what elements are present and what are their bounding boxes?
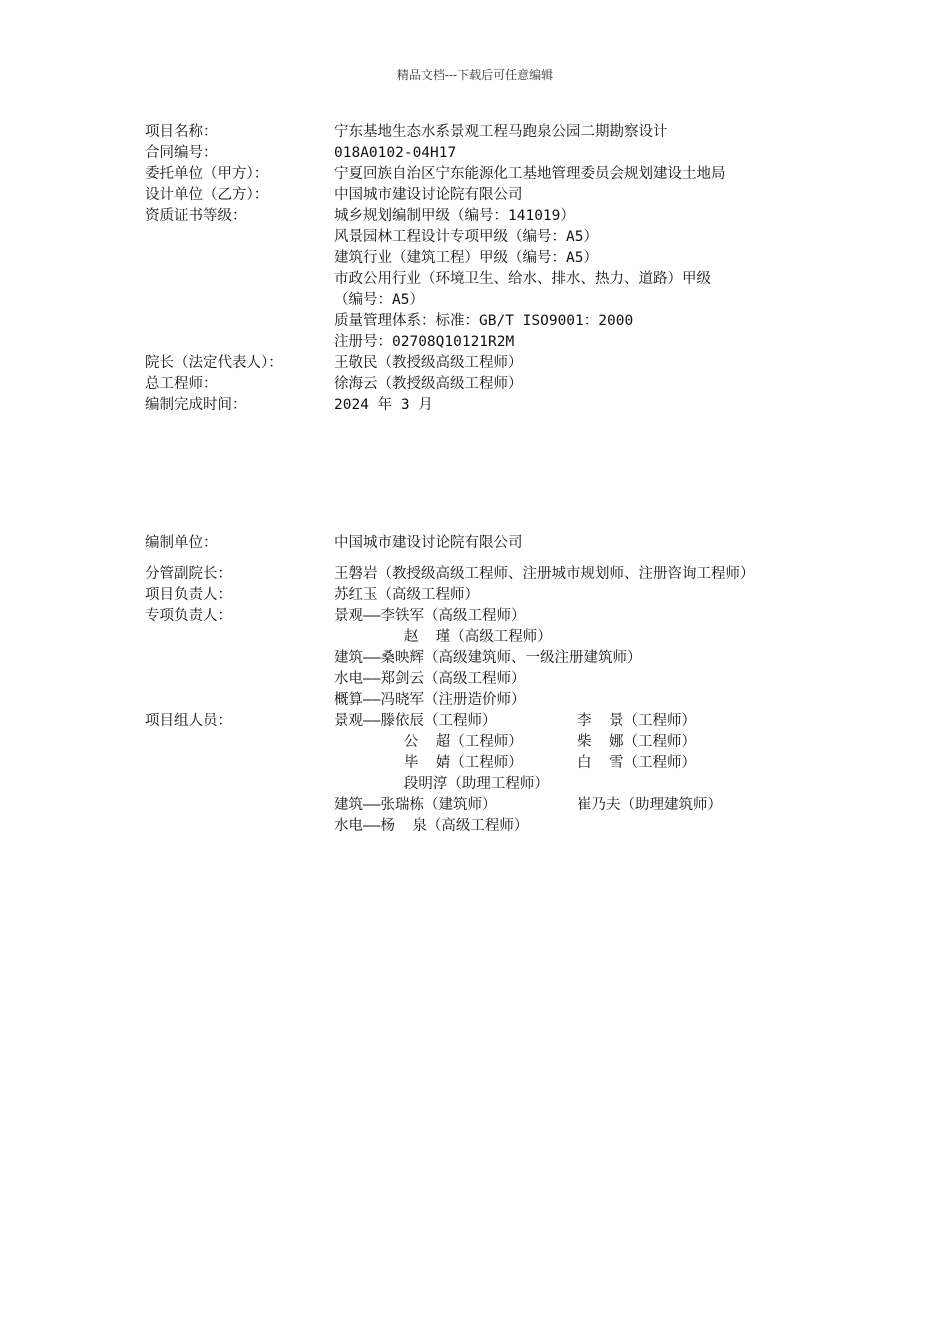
team-member: 柴 娜（工程师） [577,734,696,750]
info-label: 合同编号： [145,145,218,161]
compilation-row-unit [145,533,805,554]
compilation-value: 王磐岩（教授级高级工程师、注册城市规划师、注册咨询工程师） [334,566,755,582]
team-row [334,795,805,816]
info-row-chief-engineer [145,374,805,395]
compilation-row-leader [145,585,805,606]
info-row-client [145,164,805,185]
specialty-item: 赵 瑾（高级工程师） [334,629,552,645]
team-row [334,711,805,732]
specialty-item: 景观——李铁军（高级工程师） [334,608,526,624]
team-member: 李 景（工程师） [577,713,696,729]
compilation-value: 中国城市建设讨论院有限公司 [334,535,523,551]
team-member: 建筑——张瑞栋（建筑师） [334,797,497,813]
specialty-item: 概算——冯晓军（注册造价师） [334,692,526,708]
team-member: 白 雪（工程师） [577,755,696,771]
qualification-item: 市政公用行业（环境卫生、给水、排水、热力、道路）甲级 [334,271,711,287]
compilation-label: 编制单位： [145,535,218,551]
info-row-qualifications [145,206,805,353]
qualification-item: 注册号：02708Q10121R2M [334,334,515,350]
compilation-label: 专项负责人： [145,608,232,624]
qualification-item: 建筑行业（建筑工程）甲级（编号：A5） [334,250,598,266]
compilation-row-team [145,711,805,837]
team-member: 段明淳（助理工程师） [334,776,549,792]
compilation-row-deputy [145,564,805,585]
info-label: 资质证书等级： [145,208,247,224]
team-member: 毕 婧（工程师） [334,755,523,771]
info-value: 中国城市建设讨论院有限公司 [334,187,523,203]
compilation-row-specialty [145,606,805,711]
qualification-item: 城乡规划编制甲级（编号：141019） [334,208,575,224]
team-member: 水电——杨 泉（高级工程师） [334,818,529,834]
info-row-designer [145,185,805,206]
specialty-item: 水电——郑剑云（高级工程师） [334,671,526,687]
qualification-item: 风景园林工程设计专项甲级（编号：A5） [334,229,598,245]
compilation-label: 分管副院长： [145,566,232,582]
info-value: 徐海云（教授级高级工程师） [334,376,523,392]
info-value: 018A0102-04H17 [334,145,457,161]
team-row [334,753,805,774]
info-label: 院长（法定代表人）： [145,355,283,371]
info-value: 2024 年 3 月 [334,397,433,413]
info-row-completion-date [145,395,805,416]
info-label: 项目名称： [145,124,218,140]
info-label: 编制完成时间： [145,397,247,413]
team-member: 公 超（工程师） [334,734,523,750]
info-row-project-name [145,122,805,143]
compilation-label: 项目组人员： [145,713,232,729]
info-row-president [145,353,805,374]
qualification-item: 质量管理体系：标准：GB/T ISO9001：2000 [334,313,634,329]
info-value: 宁东基地生态水系景观工程马跑泉公园二期勘察设计 [334,124,668,140]
info-value: 宁夏回族自治区宁东能源化工基地管理委员会规划建设土地局 [334,166,726,182]
info-row-contract-no [145,143,805,164]
project-info-section [145,122,805,416]
team-row [334,732,805,753]
team-member: 崔乃夫（助理建筑师） [577,797,722,813]
page-header: 精品文档---下载后可任意编辑 [396,68,554,82]
team-row [334,774,805,795]
team-member: 景观——滕依辰（工程师） [334,713,497,729]
team-row [334,816,805,837]
compilation-value: 苏红玉（高级工程师） [334,587,479,603]
info-label: 委托单位（甲方）： [145,166,269,182]
compilation-section [145,533,805,837]
qualification-item: （编号：A5） [334,292,424,308]
info-label: 总工程师： [145,376,218,392]
info-label: 设计单位（乙方）： [145,187,269,203]
compilation-label: 项目负责人： [145,587,232,603]
specialty-item: 建筑——桑映辉（高级建筑师、一级注册建筑师） [334,650,642,666]
info-value: 王敬民（教授级高级工程师） [334,355,523,371]
